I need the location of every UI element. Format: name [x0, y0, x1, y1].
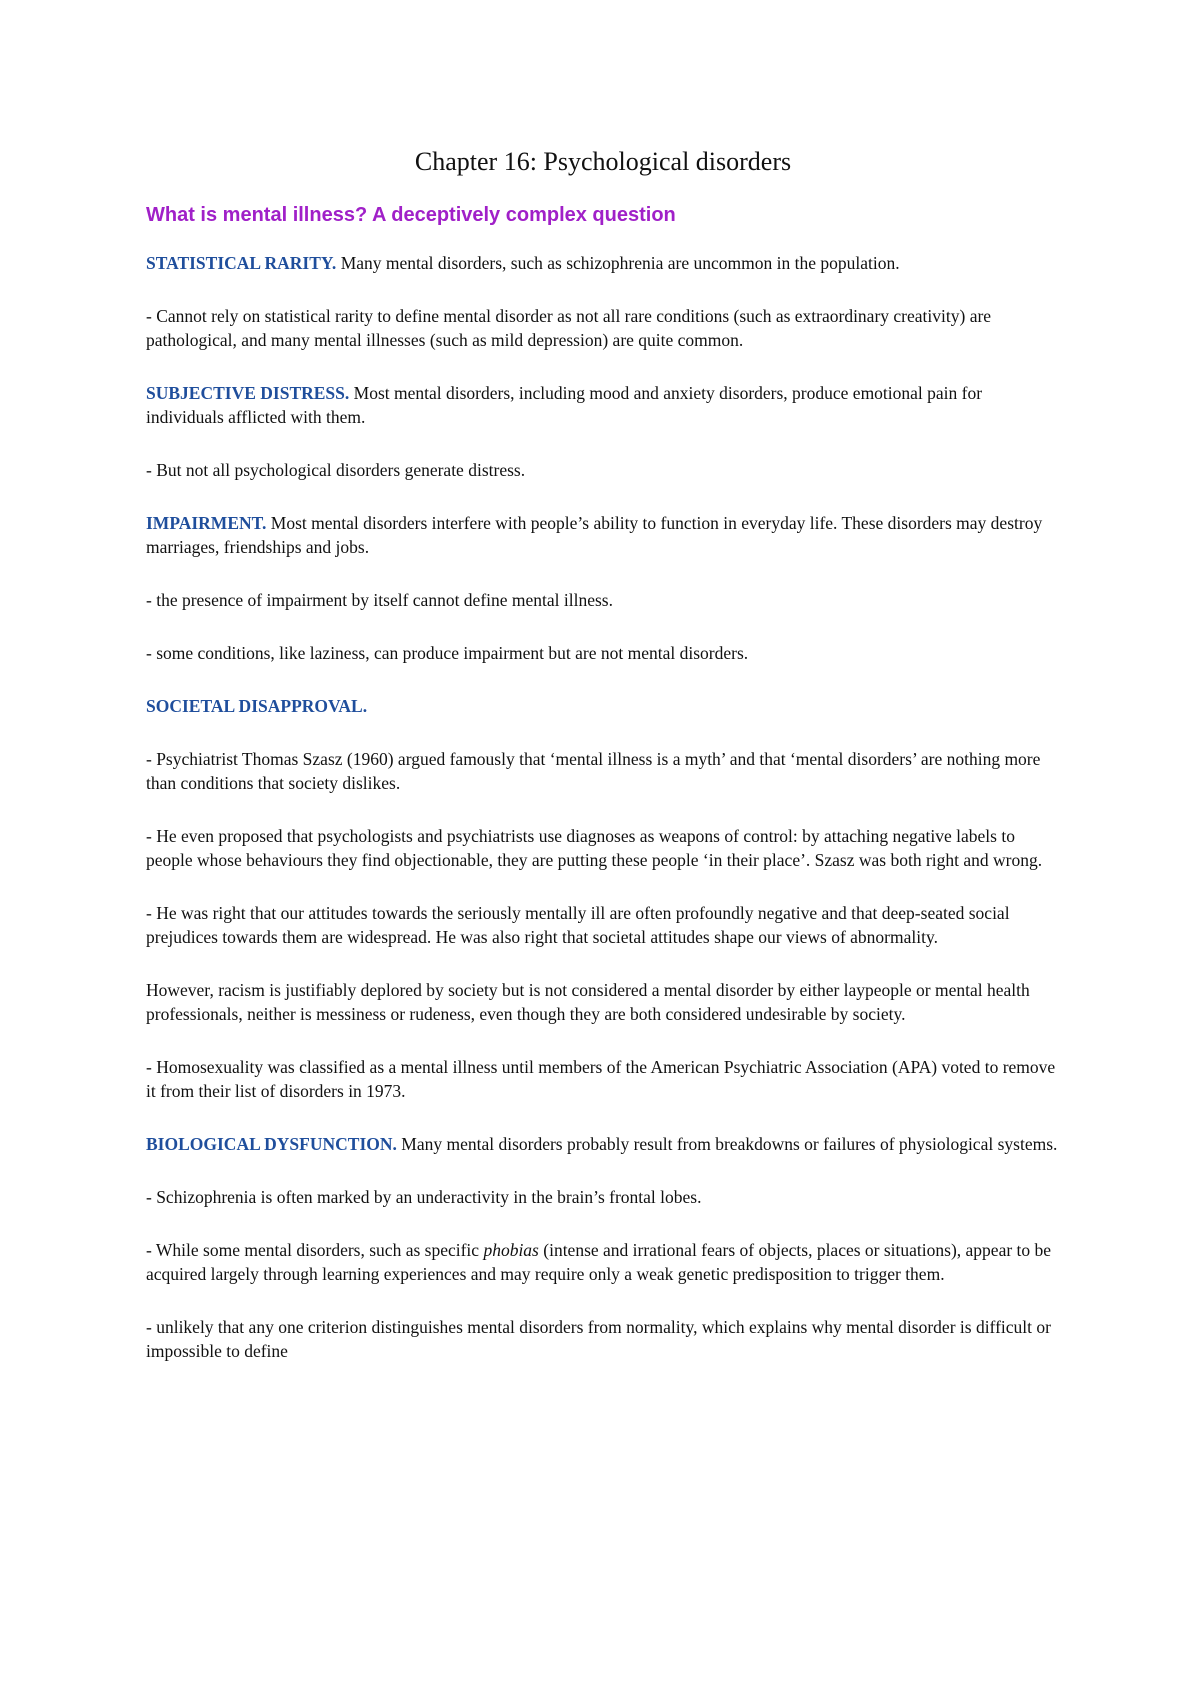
biological-dysfunction-label: BIOLOGICAL DYSFUNCTION.	[146, 1134, 397, 1155]
impairment-point-1: - the presence of impairment by itself cannot define mental illness.	[146, 590, 613, 611]
subjective-distress-point-1: - But not all psychological disorders generate distress.	[146, 460, 526, 481]
subjective-distress-paragraph	[146, 381, 1060, 429]
statistical-rarity-point-1: - Cannot rely on statistical rarity to define mental disorder as not all rare conditions (such as extraordinary creativity) are pathological, and many mental illnesses (such as mild depression) are quite common.	[146, 306, 992, 351]
societal-disapproval-point-2: - He even proposed that psychologists and psychiatrists use diagnoses as weapons of control: by attaching negative labels to people whose behaviours they find objectionable, they are putting these people ‘in their place’. Szasz was both right and wrong.	[146, 826, 1043, 871]
subjective-distress-label: SUBJECTIVE DISTRESS.	[146, 383, 350, 404]
societal-disapproval-point-1: - Psychiatrist Thomas Szasz (1960) argued famously that ‘mental illness is a myth’ and that ‘mental disorders’ are nothing more than conditions that society dislikes.	[146, 749, 1041, 794]
statistical-rarity-paragraph	[146, 251, 1060, 275]
phobias-term: phobias	[483, 1240, 539, 1261]
impairment-paragraph	[146, 511, 1060, 559]
biological-dysfunction-point-2	[146, 1238, 1060, 1286]
biological-dysfunction-point-2-end: (intense and irrational fears of objects, places or situations), appear to be acquired largely through learning experiences and may require only a weak genetic predisposition to trigger them.	[146, 1240, 1052, 1285]
impairment-label: IMPAIRMENT.	[146, 513, 267, 534]
biological-dysfunction-point-3: - unlikely that any one criterion distinguishes mental disorders from normality, which explains why mental disorder is difficult or impossible to define	[146, 1317, 1051, 1362]
societal-disapproval-paragraph	[146, 694, 1060, 718]
biological-dysfunction-paragraph	[146, 1132, 1060, 1156]
societal-disapproval-label: SOCIETAL DISAPPROVAL.	[146, 696, 368, 717]
biological-dysfunction-text: Many mental disorders probably result from breakdowns or failures of physiological systems.	[396, 1134, 1058, 1155]
societal-disapproval-point-3: - He was right that our attitudes towards the seriously mentally ill are often profoundly negative and that deep-seated social prejudices towards them are widespread. He was also right that societal attitudes shape our views of abnormality.	[146, 903, 1010, 948]
biological-dysfunction-point-2-start: - While some mental disorders, such as specific	[146, 1240, 484, 1261]
impairment-text: Most mental disorders interfere with people’s ability to function in everyday life. These disorders may destroy marriages, friendships and jobs.	[146, 513, 1043, 558]
page-title: Chapter 16: Psychological disorders	[414, 147, 792, 176]
section-heading: What is mental illness? A deceptively complex question	[146, 204, 676, 227]
societal-disapproval-point-4: However, racism is justifiably deplored by society but is not considered a mental disorder by either laypeople or mental health professionals, neither is messiness or rudeness, even though they are both considered undesirable by society.	[146, 980, 1030, 1025]
impairment-point-2: - some conditions, like laziness, can produce impairment but are not mental disorders.	[146, 643, 749, 664]
subjective-distress-text: Most mental disorders, including mood and anxiety disorders, produce emotional pain for individuals afflicted with them.	[146, 383, 983, 428]
statistical-rarity-label: STATISTICAL RARITY.	[146, 253, 337, 274]
statistical-rarity-text: Many mental disorders, such as schizophrenia are uncommon in the population.	[336, 253, 900, 274]
societal-disapproval-point-5: - Homosexuality was classified as a mental illness until members of the American Psychiatric Association (APA) voted to remove it from their list of disorders in 1973.	[146, 1057, 1056, 1102]
biological-dysfunction-point-1: - Schizophrenia is often marked by an underactivity in the brain’s frontal lobes.	[146, 1187, 702, 1208]
